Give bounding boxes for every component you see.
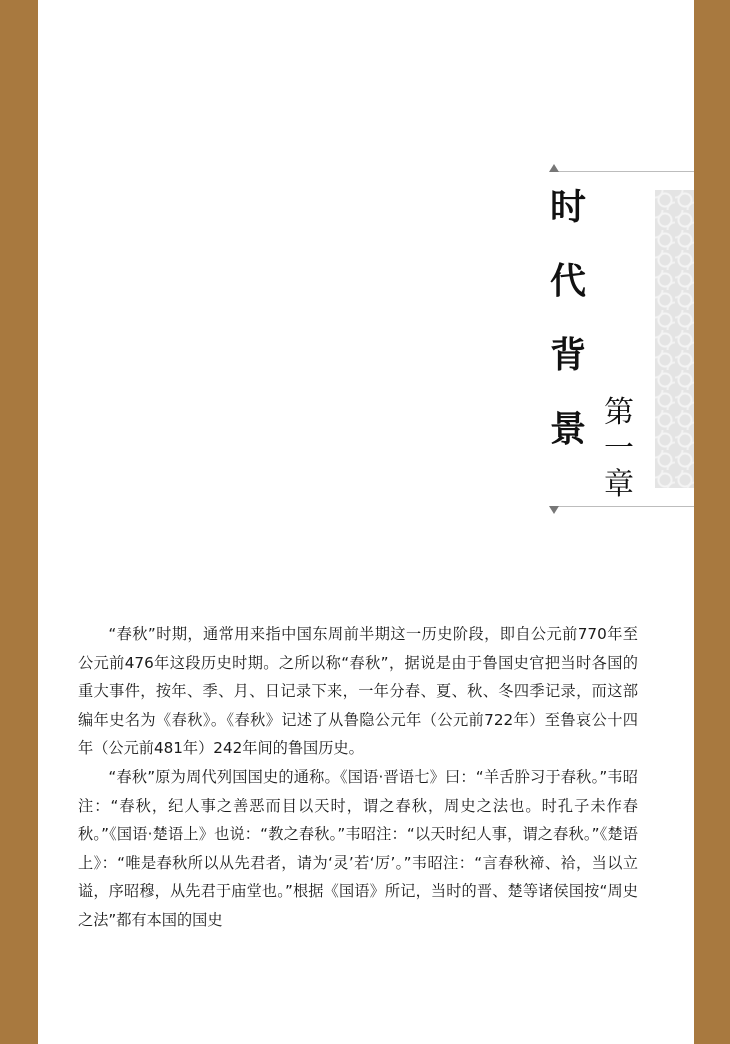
chapter-label-char: 章 — [604, 467, 634, 502]
chapter-title-char: 景 — [549, 409, 586, 450]
chapter-label — [603, 395, 635, 506]
frame-bottom-triangle-icon — [549, 506, 559, 514]
chapter-title-char: 时 — [549, 187, 586, 228]
chapter-title-char: 代 — [549, 261, 586, 302]
frame-top-line — [550, 171, 694, 172]
chapter-label-char: 第 — [604, 395, 634, 430]
chapter-title — [548, 187, 588, 486]
frame-top-triangle-icon — [549, 164, 559, 172]
chapter-title-char: 背 — [549, 335, 586, 376]
frame-bottom-line — [550, 506, 694, 507]
paragraph: “春秋”原为周代列国国史的通称。《国语·晋语七》曰：“羊舌肸习于春秋。”韦昭注：“春秋，纪人事之善恶而目以天时，谓之春秋，周史之法也。时孔子未作春秋。”《国语·楚语上》也说：“教之春秋。”韦昭注：“以天时纪人事，谓之春秋。”《楚语上》：“唯是春秋所以从先君者，请为‘灵’若‘厉’。”韦昭注：“言春秋禘、祫，当以立谥，序昭穆，从先君于庙堂也。”根据《国语》所记，当时的晋、楚等诸侯国按“周史之法”都有本国的国史 — [78, 767, 638, 929]
chapter-label-char: 一 — [604, 431, 634, 466]
cloud-pattern-band — [655, 190, 694, 488]
paragraph: “春秋”时期，通常用来指中国东周前半期这一历史阶段，即自公元前770年至公元前476年这段历史时期。之所以称“春秋”，据说是由于鲁国史官把当时各国的重大事件，按年、季、月、日记录下来，一年分春、夏、秋、冬四季记录，而这部编年史名为《春秋》。《春秋》记述了从鲁隐公元年（公元前722年）至鲁哀公十四年（公元前481年）242年间的鲁国历史。 — [78, 625, 638, 758]
body-text — [78, 620, 638, 935]
